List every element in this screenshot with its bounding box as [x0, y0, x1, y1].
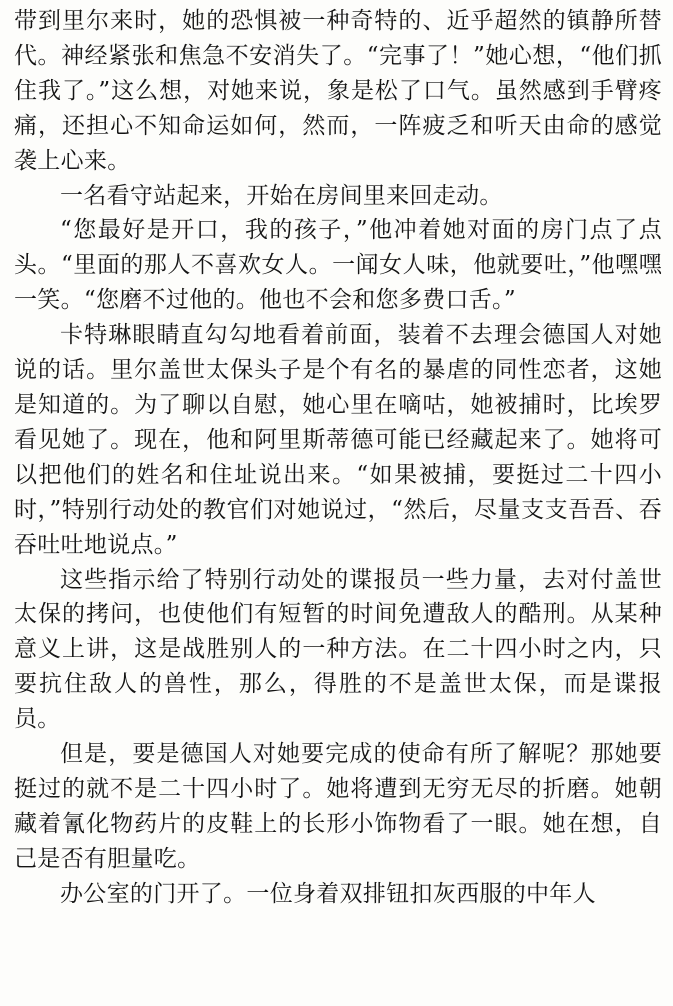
paragraph-3: “您最好是开口，我的孩子，”他冲着她对面的房门点了点头。“里面的那人不喜欢女人。一闻女人味，他就要吐，”他嘿嘿一笑。“您磨不过他的。他也不会和您多费口舌。” — [14, 217, 662, 314]
body-text — [14, 4, 662, 912]
paragraph-2: 一名看守站起来，开始在房间里来回走动。 — [60, 182, 503, 209]
paragraph-7: 办公室的门开了。一位身着双排钮扣灰西服的中年人 — [60, 880, 596, 907]
paragraph-6: 但是，要是德国人对她要完成的使命有所了解呢？那她要挺过的就不是二十四小时了。她将遭到无穷无尽的折磨。她朝藏着氰化物药片的皮鞋上的长形小饰物看了一眼。她在想，自己是否有胆量吃。 — [14, 741, 662, 872]
paragraph-1: 带到里尔来时，她的恐惧被一种奇特的、近乎超然的镇静所替代。神经紧张和焦急不安消失了。“完事了！”她心想，“他们抓住我了。”这么想，对她来说，象是松了口气。虽然感到手臂疼痛，还担心不知命运如何，然而，一阵疲乏和听天由命的感觉袭上心来。 — [14, 8, 662, 174]
paragraph-5: 这些指示给了特别行动处的谍报员一些力量，去对付盖世太保的拷问，也使他们有短暂的时间免遭敌人的酷刑。从某种意义上讲，这是战胜别人的一种方法。在二十四小时之内，只要抗住敌人的兽性，那么，得胜的不是盖世太保，而是谍报员。 — [14, 566, 662, 733]
paragraph-4: 卡特琳眼睛直勾勾地看着前面，装着不去理会德国人对她说的话。里尔盖世太保头子是个有名的暴虐的同性恋者，这她是知道的。为了聊以自慰，她心里在嘀咕，她被捕时，比埃罗看见她了。现在，他和阿里斯蒂德可能已经藏起来了。她将可以把他们的姓名和住址说出来。“如果被捕，要挺过二十四小时，”特别行动处的教官们对她说过，“然后，尽量支支吾吾、吞吞吐吐地说点。” — [14, 322, 662, 558]
